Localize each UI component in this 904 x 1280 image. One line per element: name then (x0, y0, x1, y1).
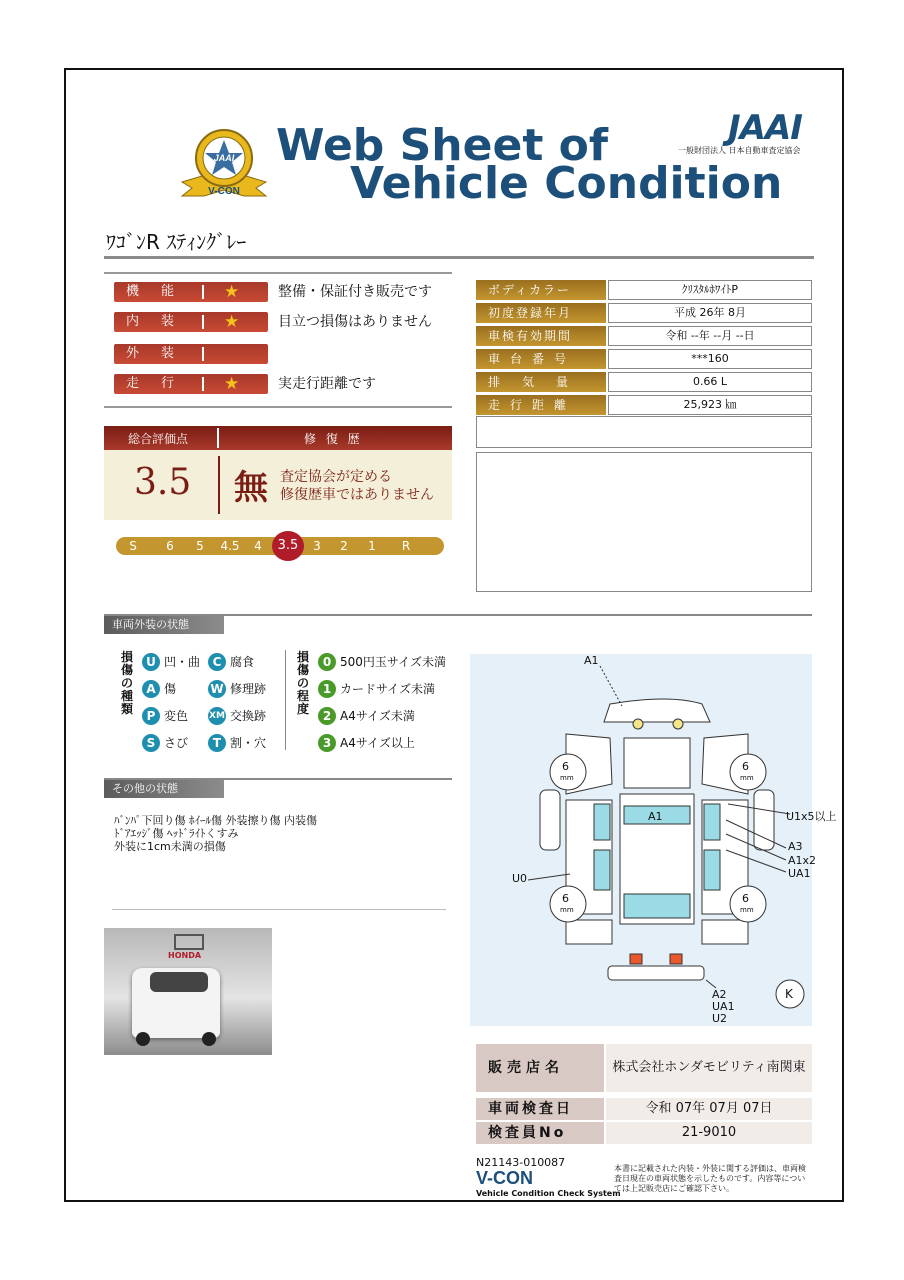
spec-label-mileage: 走行距離 (476, 395, 606, 415)
grade-2: 2 (340, 539, 348, 553)
tire-unit: mm (740, 774, 754, 782)
car-name: ﾜｺﾞﾝR ｽﾃｨﾝｸﾞﾚｰ (106, 230, 247, 254)
tire-unit: mm (560, 906, 574, 914)
spec-value-first-registration: 平成 26年 8月 (608, 303, 812, 323)
legend-divider (285, 650, 286, 750)
diagram-label-bottom2: UA1 (712, 1000, 735, 1013)
repair-text-line2: 修復歴車ではありません (280, 487, 434, 503)
photo-brand: HONDA (168, 951, 202, 960)
other-line-1: ﾊﾞﾝﾊﾟ下回り傷 ﾎｲｰﾙ傷 外装擦り傷 内装傷 (114, 814, 317, 827)
car-windshield (150, 972, 208, 992)
diagram-label-top: A1 (584, 654, 599, 667)
evaluation-header (104, 426, 452, 450)
spec-value-chassis: ***160 (608, 349, 812, 369)
repair-header: 修 復 歴 (304, 432, 363, 446)
inspector-no: 21-9010 (606, 1122, 812, 1144)
damage-type-A: A 傷 (142, 678, 176, 699)
category-exterior: 外装 (114, 344, 268, 364)
grade-6: 6 (166, 539, 174, 553)
car-name-rule (104, 256, 814, 259)
vcon-badge-top: JAAI (213, 153, 235, 163)
damage-level-label: 損傷の程度 (296, 650, 309, 716)
damage-type-T: T 割・穴 (208, 732, 266, 753)
vcon-badge-logo (174, 124, 274, 204)
spec-value-inspection-expiry: 令和 --年 --月 --日 (608, 326, 812, 346)
tire-rear-left: 6 (562, 892, 569, 905)
spec-value-mileage: 25,923 ㎞ (608, 395, 812, 415)
repair-text-line1: 査定協会が定める (280, 469, 392, 485)
sheet-number: N21143-010087 (476, 1156, 566, 1169)
shop-label: 販売店名 (476, 1044, 604, 1092)
category-driving: 走行 ★ (114, 374, 268, 394)
diagram-label-k: K (785, 987, 793, 1001)
footer-notice: 本書に記載された内装・外装に関する評価は、車両検査日現在の車両状態を示したものです。内容等については上記販売店にご確認下さい。 (614, 1164, 806, 1193)
diagram-label-right1: U1x5以上 (786, 810, 837, 823)
diagram-label-right4: UA1 (788, 867, 811, 880)
grade-R: R (401, 539, 411, 553)
spec-label-inspection-expiry: 車検有効期間 (476, 326, 606, 346)
grade-3-5-selected: 3.5 (272, 531, 304, 561)
tire-unit: mm (740, 906, 754, 914)
spec-extra-box (476, 416, 812, 448)
damage-level-2: 2 A4サイズ未満 (318, 705, 415, 726)
car-wheel (202, 1032, 216, 1046)
grade-S: S (129, 539, 137, 553)
damage-type-C: C 腐食 (208, 651, 254, 672)
inspector-label: 検査員No (476, 1122, 604, 1144)
shop-name: 株式会社ホンダモビリティ南関東 (606, 1044, 812, 1092)
category-top-rule (104, 272, 452, 274)
title-line-2: Vehicle Condition (350, 158, 783, 209)
other-line-2: ﾄﾞｱｴｯｼﾞ傷 ﾍｯﾄﾞﾗｲﾄくすみ (114, 827, 239, 840)
category-interior: 内装 ★ (114, 312, 268, 332)
vcon-badge-bottom: V-CON (208, 186, 240, 197)
category-function-text: 整備・保証付き販売です (278, 284, 432, 300)
category-interior-text: 目立つ損傷はありません (278, 314, 432, 330)
category-driving-text: 実走行距離です (278, 376, 376, 392)
tire-front-left: 6 (562, 760, 569, 773)
spec-label-color: ボディカラー (476, 280, 606, 300)
grade-4: 4 (254, 539, 262, 553)
exterior-section-title: 車両外装の状態 (104, 616, 224, 634)
car-wheel (136, 1032, 150, 1046)
damage-type-label: 損傷の種類 (120, 650, 133, 716)
grade-3: 3 (313, 539, 321, 553)
category-function: 機能 ★ (114, 282, 268, 302)
diagram-label-right2: A3 (788, 840, 803, 853)
repair-mark: 無 (234, 468, 268, 508)
damage-type-S: S さび (142, 732, 188, 753)
inspection-date: 令和 07年 07月 07日 (606, 1098, 812, 1120)
grade-1: 1 (368, 539, 376, 553)
diagram-label-bottom3: U2 (712, 1012, 728, 1025)
tire-rear-right: 6 (742, 892, 749, 905)
diagram-label-bottom1: A2 (712, 988, 727, 1001)
notes-box (476, 452, 812, 592)
other-section-title: その他の状態 (104, 780, 224, 798)
footer-vcon-logo: V-CON (476, 1168, 534, 1188)
category-bottom-rule (104, 406, 452, 408)
damage-level-0: 0 500円玉サイズ未満 (318, 651, 446, 672)
tire-unit: mm (560, 774, 574, 782)
diagram-label-left: U0 (512, 872, 528, 885)
inspection-date-label: 車両検査日 (476, 1098, 604, 1120)
tire-front-right: 6 (742, 760, 749, 773)
spec-label-displacement: 排気量 (476, 372, 606, 392)
star-icon: ★ (224, 312, 240, 332)
damage-type-P: P 変色 (142, 705, 188, 726)
vehicle-photo (104, 928, 272, 1055)
title-line-1: Web Sheet of (276, 120, 609, 171)
damage-level-1: 1 カードサイズ未満 (318, 678, 435, 699)
spec-label-chassis: 車台番号 (476, 349, 606, 369)
grade-4-5: 4.5 (220, 539, 240, 553)
score-value: 3.5 (134, 462, 192, 503)
damage-type-XM: XM 交換跡 (209, 708, 267, 723)
vehicle-damage-diagram (470, 654, 812, 1026)
spec-label-first-registration: 初度登録年月 (476, 303, 606, 323)
other-bottom-rule (112, 909, 446, 910)
grade-5: 5 (196, 539, 204, 553)
footer-vcon-sub: Vehicle Condition Check System (476, 1189, 621, 1198)
damage-level-3: 3 A4サイズ以上 (318, 732, 415, 753)
jaai-org-name: 一般財団法人 日本自動車査定協会 (678, 146, 801, 155)
star-icon: ★ (224, 282, 240, 302)
other-line-3: 外装に1cm未満の損傷 (114, 840, 226, 853)
diagram-label-right3: A1x2 (788, 854, 817, 867)
star-icon: ★ (224, 374, 240, 394)
evaluation-body (104, 450, 452, 520)
spec-value-color: ｸﾘｽﾀﾙﾎﾜｲﾄP (608, 280, 812, 300)
score-header: 総合評価点 (128, 432, 189, 446)
jaai-logo: JAAI (728, 108, 802, 148)
honda-logo-icon (174, 934, 204, 950)
damage-type-U: U 凹・曲 (142, 651, 200, 672)
damage-type-W: W 修理跡 (208, 678, 266, 699)
spec-value-displacement: 0.66 L (608, 372, 812, 392)
diagram-label-roof: A1 (648, 810, 663, 823)
